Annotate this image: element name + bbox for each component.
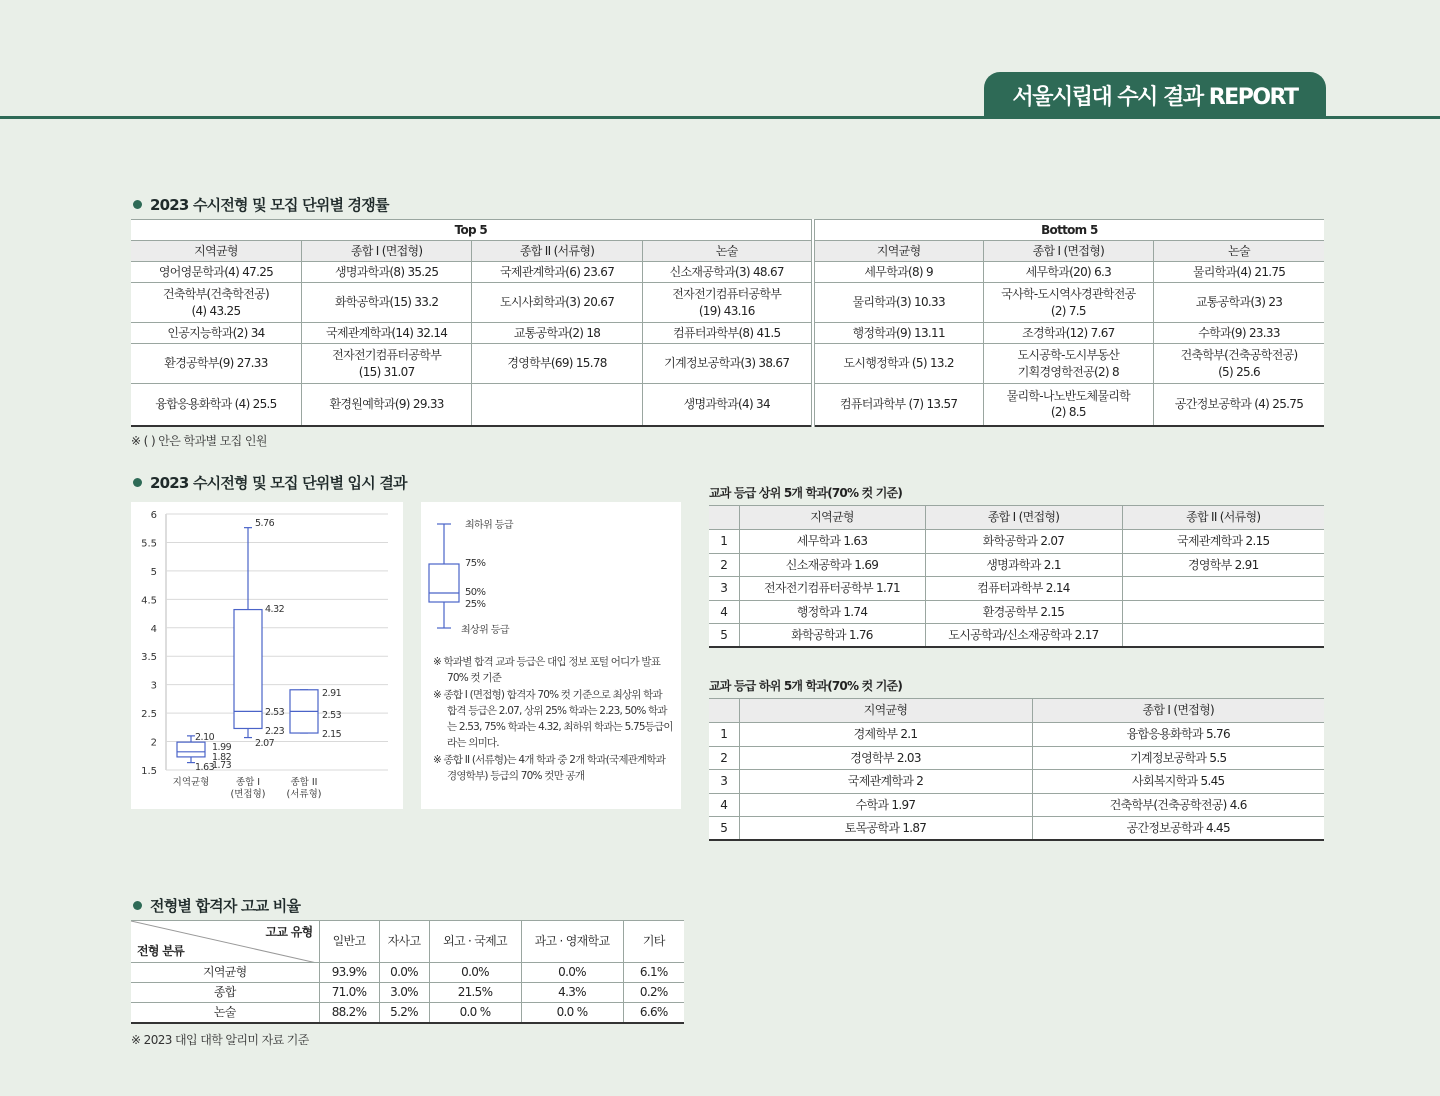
row-header: 논술 xyxy=(131,1003,319,1023)
header-rule xyxy=(0,116,1440,119)
table-cell: 화학공학과(15) 33.2 xyxy=(301,283,471,323)
table-row xyxy=(709,577,1324,601)
column-header: 종합 II (서류형) xyxy=(472,241,642,262)
table-cell: 신소재공학과 1.69 xyxy=(739,553,925,577)
group-bottom5-header: Bottom 5 xyxy=(813,220,1324,241)
table-cell: 6.1% xyxy=(623,963,684,983)
boxplot-legend xyxy=(421,502,681,642)
data-label: 2.23 xyxy=(265,726,285,737)
competition-table xyxy=(131,219,1324,427)
table-cell: 생명과학과 2.1 xyxy=(925,553,1122,577)
table-cell: 교통공학과(3) 23 xyxy=(1154,283,1324,323)
table-cell: 수학과(9) 23.33 xyxy=(1154,323,1324,344)
table-cell: 건축학부(건축공학전공) (5) 25.6 xyxy=(1154,344,1324,384)
section3-note: ※ 2023 대입 대학 알리미 자료 기준 xyxy=(131,1033,309,1047)
y-tick-label: 2 xyxy=(150,737,157,749)
rank-number: 5 xyxy=(709,624,739,648)
table-cell: 공간정보공학과 (4) 25.75 xyxy=(1154,384,1324,426)
chart-note: ※ 종합 I (면접형) 합격자 70% 컷 기준으로 최상위 학과 합격 등급은 2.07, 상위 25% 학과는 2.23, 50% 학과는 2.53, 75% 학과는 4.32, 최하위 학과는 5.75등급이라는 의미다. xyxy=(433,688,673,750)
column-header xyxy=(709,506,739,530)
x-category-label: 종합 I (면접형) xyxy=(230,777,266,800)
table-cell: 컴퓨터과학부 (7) 13.57 xyxy=(813,384,983,426)
column-header: 종합 I (면접형) xyxy=(1032,699,1324,723)
bullet-icon xyxy=(133,478,142,487)
column-header: 지역균형 xyxy=(739,506,925,530)
column-header: 일반고 xyxy=(319,921,379,963)
table-row xyxy=(131,963,684,983)
column-header: 논술 xyxy=(642,241,812,262)
table-cell: 국제관계학과 2 xyxy=(739,770,1032,794)
column-header: 종합 I (면접형) xyxy=(983,241,1153,262)
corner-header xyxy=(131,921,319,963)
table-cell: 도시공학-도시부동산 기획경영학전공(2) 8 xyxy=(983,344,1153,384)
table-row xyxy=(131,983,684,1003)
column-header: 과고 · 영재학교 xyxy=(521,921,623,963)
rank-number: 2 xyxy=(709,746,739,770)
table-row xyxy=(131,283,1324,323)
table-cell: 조경학과(12) 7.67 xyxy=(983,323,1153,344)
column-header: 자사고 xyxy=(379,921,429,963)
table-row xyxy=(131,323,1324,344)
boxplot-panel xyxy=(131,502,403,809)
table-cell: 경영학부 2.91 xyxy=(1122,553,1324,577)
table-cell xyxy=(472,384,642,426)
y-tick-label: 3 xyxy=(150,680,157,692)
group-top5-header: Top 5 xyxy=(131,220,813,241)
table-cell: 건축학부(건축공학전공) 4.6 xyxy=(1032,793,1324,817)
table-cell: 세무학과 1.63 xyxy=(739,530,925,554)
data-label: 2.07 xyxy=(255,738,275,749)
table-cell: 세무학과(20) 6.3 xyxy=(983,262,1153,283)
top5-grade-table xyxy=(709,505,1324,648)
table-row xyxy=(709,817,1324,841)
table-cell: 컴퓨터과학부(8) 41.5 xyxy=(642,323,812,344)
y-tick-label: 6 xyxy=(150,510,157,521)
table-row xyxy=(709,600,1324,624)
y-tick-label: 4 xyxy=(150,623,157,635)
table-row xyxy=(131,344,1324,384)
table-cell: 환경공학부 2.15 xyxy=(925,600,1122,624)
rank-number: 3 xyxy=(709,770,739,794)
legend-worst: 최하위 등급 xyxy=(465,520,513,531)
table-cell: 국제관계학과(6) 23.67 xyxy=(472,262,642,283)
legend-best: 최상위 등급 xyxy=(461,625,509,636)
table-cell: 신소재공학과(3) 48.67 xyxy=(642,262,812,283)
chart-note: ※ 학과별 합격 교과 등급은 대입 정보 포털 어디가 발표 70% 컷 기준 xyxy=(433,656,661,685)
table-row xyxy=(709,746,1324,770)
rank-number: 5 xyxy=(709,817,739,841)
data-label: 1.63 xyxy=(195,762,215,773)
y-tick-label: 5 xyxy=(150,566,157,578)
column-header xyxy=(709,699,739,723)
legend-p75: 75% xyxy=(465,558,486,569)
table-cell: 도시공학과/신소재공학과 2.17 xyxy=(925,624,1122,648)
table-cell: 생명과학과(4) 34 xyxy=(642,384,812,426)
section2-title: 2023 수시전형 및 모집 단위별 입시 결과 xyxy=(133,472,407,493)
table-cell: 4.3% xyxy=(521,983,623,1003)
table-cell: 환경원예학과(9) 29.33 xyxy=(301,384,471,426)
table-cell: 0.0% xyxy=(429,963,521,983)
table-cell: 경영학부(69) 15.78 xyxy=(472,344,642,384)
chart-notes xyxy=(433,654,673,784)
column-header: 기타 xyxy=(623,921,684,963)
table-cell: 행정학과(9) 13.11 xyxy=(813,323,983,344)
column-header: 종합 II (서류형) xyxy=(1122,506,1324,530)
column-header: 종합 I (면접형) xyxy=(925,506,1122,530)
box-iqr xyxy=(234,610,262,729)
table-cell: 수학과 1.97 xyxy=(739,793,1032,817)
box-iqr xyxy=(177,742,205,757)
table-cell: 전자전기컴퓨터공학부 (15) 31.07 xyxy=(301,344,471,384)
table-cell: 공간정보공학과 4.45 xyxy=(1032,817,1324,841)
y-tick-label: 5.5 xyxy=(141,538,157,550)
table-cell: 물리학과(4) 21.75 xyxy=(1154,262,1324,283)
x-category-label: 종합 II (서류형) xyxy=(286,777,322,800)
table-cell: 기계정보공학과 5.5 xyxy=(1032,746,1324,770)
table-row xyxy=(709,723,1324,747)
section3-title: 전형별 합격자 고교 비율 xyxy=(133,895,300,916)
table-cell: 국제관계학과(14) 32.14 xyxy=(301,323,471,344)
data-label: 1.73 xyxy=(212,760,232,771)
table-cell: 사회복지학과 5.45 xyxy=(1032,770,1324,794)
table-cell xyxy=(1122,600,1324,624)
y-tick-label: 4.5 xyxy=(141,595,157,607)
table-cell: 5.2% xyxy=(379,1003,429,1023)
table-cell: 행정학과 1.74 xyxy=(739,600,925,624)
table-row xyxy=(131,384,1324,426)
table-cell: 교통공학과(2) 18 xyxy=(472,323,642,344)
table-row xyxy=(709,624,1324,648)
table-cell: 6.6% xyxy=(623,1003,684,1023)
rank-number: 2 xyxy=(709,553,739,577)
school-type-table xyxy=(131,920,684,1024)
rank-number: 4 xyxy=(709,600,739,624)
data-label: 1.99 xyxy=(212,742,232,753)
bottom5-grade-table xyxy=(709,698,1324,841)
data-label: 4.32 xyxy=(265,604,285,615)
table-cell: 국제관계학과 2.15 xyxy=(1122,530,1324,554)
bottom5-title: 교과 등급 하위 5개 학과(70% 컷 기준) xyxy=(709,679,903,693)
data-label: 2.91 xyxy=(322,688,342,699)
section1-note: ※ ( ) 안은 학과별 모집 인원 xyxy=(131,434,267,448)
column-header: 지역균형 xyxy=(739,699,1032,723)
data-label: 1.82 xyxy=(212,752,232,763)
column-header: 종합 I (면접형) xyxy=(301,241,471,262)
rank-number: 1 xyxy=(709,530,739,554)
section1-title: 2023 수시전형 및 모집 단위별 경쟁률 xyxy=(133,194,389,215)
table-cell: 건축학부(건축학전공) (4) 43.25 xyxy=(131,283,301,323)
table-cell: 21.5% xyxy=(429,983,521,1003)
table-cell: 경영학부 2.03 xyxy=(739,746,1032,770)
column-header: 지역균형 xyxy=(813,241,983,262)
table-cell: 도시사회학과(3) 20.67 xyxy=(472,283,642,323)
table-cell xyxy=(1122,577,1324,601)
corner-top-label: 고교 유형 xyxy=(265,925,313,939)
report-title: 서울시립대 수시 결과 REPORT xyxy=(984,72,1326,118)
x-category-label: 지역균형 xyxy=(172,777,210,788)
legend-p25: 25% xyxy=(465,599,486,610)
table-row xyxy=(709,770,1324,794)
data-label: 2.53 xyxy=(265,707,285,718)
data-label: 5.76 xyxy=(255,518,275,529)
table-cell: 0.0% xyxy=(379,963,429,983)
table-row xyxy=(131,1003,684,1023)
table-cell: 88.2% xyxy=(319,1003,379,1023)
y-tick-label: 3.5 xyxy=(141,652,157,664)
table-cell: 전자전기컴퓨터공학부 1.71 xyxy=(739,577,925,601)
chart-note: ※ 종합 II (서류형)는 4개 학과 중 2개 학과(국제관계학과 경영학부) 등급의 70% 컷만 공개 xyxy=(433,753,666,783)
table-cell: 3.0% xyxy=(379,983,429,1003)
table-cell: 영어영문학과(4) 47.25 xyxy=(131,262,301,283)
table-cell xyxy=(1122,624,1324,648)
column-header: 논술 xyxy=(1154,241,1324,262)
bullet-icon xyxy=(133,200,142,209)
table-cell: 화학공학과 2.07 xyxy=(925,530,1122,554)
table-cell: 토목공학과 1.87 xyxy=(739,817,1032,841)
table-row xyxy=(131,262,1324,283)
table-cell: 0.0 % xyxy=(429,1003,521,1023)
rank-number: 1 xyxy=(709,723,739,747)
rank-number: 3 xyxy=(709,577,739,601)
table-cell: 물리학-나노반도체물리학 (2) 8.5 xyxy=(983,384,1153,426)
column-header: 지역균형 xyxy=(131,241,301,262)
table-cell: 화학공학과 1.76 xyxy=(739,624,925,648)
bullet-icon xyxy=(133,901,142,910)
table-cell: 기계정보공학과(3) 38.67 xyxy=(642,344,812,384)
table-cell: 0.0% xyxy=(521,963,623,983)
table-cell: 71.0% xyxy=(319,983,379,1003)
y-tick-label: 2.5 xyxy=(141,709,157,721)
data-label: 2.15 xyxy=(322,729,342,740)
table-cell: 환경공학부(9) 27.33 xyxy=(131,344,301,384)
table-row xyxy=(709,793,1324,817)
data-label: 2.53 xyxy=(322,710,342,721)
table-row xyxy=(709,530,1324,554)
y-tick-label: 1.5 xyxy=(141,766,157,777)
column-header: 외고 · 국제고 xyxy=(429,921,521,963)
row-header: 종합 xyxy=(131,983,319,1003)
table-cell: 국사학-도시역사경관학전공 (2) 7.5 xyxy=(983,283,1153,323)
legend-p50: 50% xyxy=(465,587,486,598)
table-cell: 93.9% xyxy=(319,963,379,983)
table-row xyxy=(709,553,1324,577)
table-cell: 컴퓨터과학부 2.14 xyxy=(925,577,1122,601)
table-cell: 도시행정학과 (5) 13.2 xyxy=(813,344,983,384)
corner-bottom-label: 전형 분류 xyxy=(137,943,185,958)
data-label: 2.10 xyxy=(195,732,215,743)
rank-number: 4 xyxy=(709,793,739,817)
table-cell: 전자전기컴퓨터공학부 (19) 43.16 xyxy=(642,283,812,323)
table-cell: 융합응용화학과 5.76 xyxy=(1032,723,1324,747)
table-cell: 융합응용화학과 (4) 25.5 xyxy=(131,384,301,426)
table-cell: 세무학과(8) 9 xyxy=(813,262,983,283)
table-cell: 인공지능학과(2) 34 xyxy=(131,323,301,344)
table-cell: 0.0 % xyxy=(521,1003,623,1023)
top5-title: 교과 등급 상위 5개 학과(70% 컷 기준) xyxy=(709,486,903,500)
table-cell: 물리학과(3) 10.33 xyxy=(813,283,983,323)
grade-boxplot-chart xyxy=(131,502,403,809)
table-cell: 0.2% xyxy=(623,983,684,1003)
table-cell: 경제학부 2.1 xyxy=(739,723,1032,747)
table-cell: 생명과학과(8) 35.25 xyxy=(301,262,471,283)
row-header: 지역균형 xyxy=(131,963,319,983)
